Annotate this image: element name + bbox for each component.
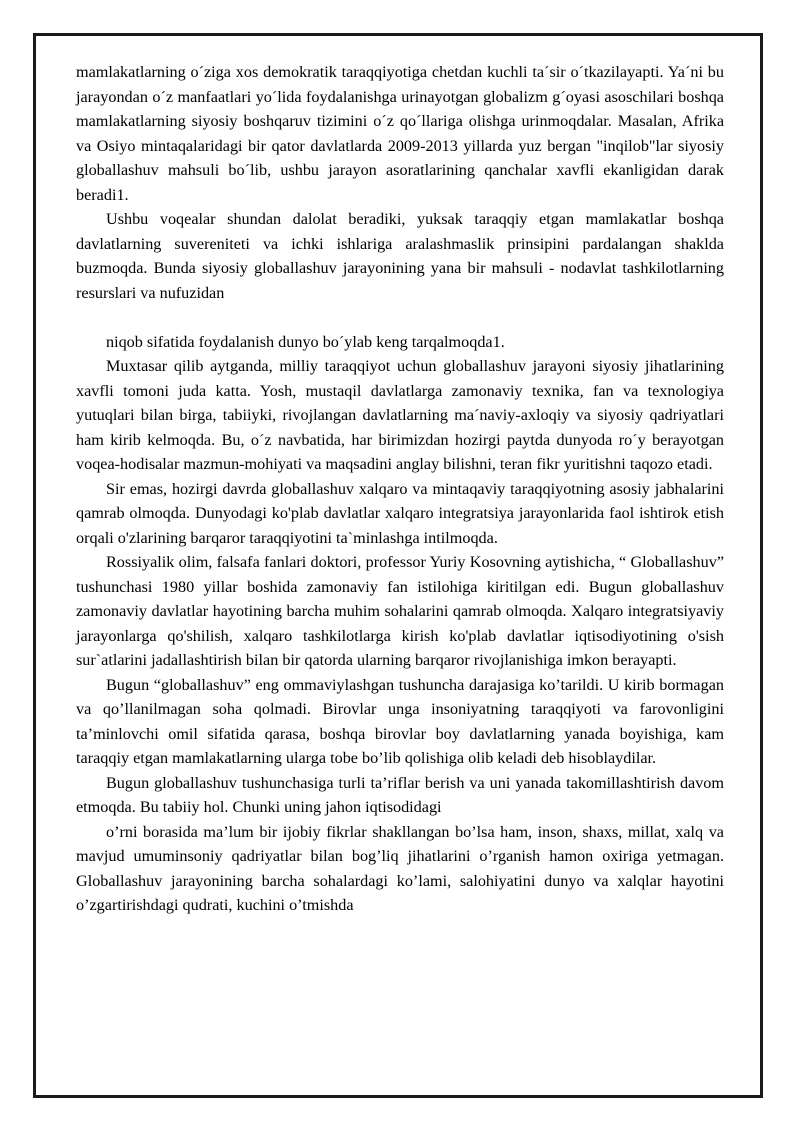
paragraph-8: Bugun globallashuv tushunchasiga turli ta’riflar berish va uni yanada takomillashtirish davom etmoqda. Bu tabiiy hol. Chunki uning jahon iqtisodidagi [76,773,724,816]
paragraph-3: niqob sifatida foydalanish dunyo bo´ylab keng tarqalmoqda1. [106,332,505,351]
paragraph-2: Ushbu voqealar shundan dalolat beradiki, yuksak taraqqiy etgan mamlakatlar boshqa davlatlarning suvereniteti va ichki ishlariga aralashmaslik prinsipini pardalangan shaklda buzmoqda. Bunda siyosiy globallashuv jarayonining yana bir mahsuli - nodavlat tashkilotlarning resurslari va nufuzidan [76,210,724,302]
paragraph-7: Bugun “globallashuv” eng ommaviylashgan tushuncha darajasiga ko’tarildi. U kirib bormagan va qo’llanilmagan soha qolmadi. Birovlar unga insoniyatning taraqqiyoti va farovonligini ta’minlovchi omil sifatida qarasa, boshqa birovlar boy davlatlarning yanada boyishiga, kam taraqqiy etgan mamlakatlarning ularga tobe bo’lib qolishiga olib keladi deb hisoblaydilar. [76,675,724,767]
paragraph-9: o’rni borasida ma’lum bir ijobiy fikrlar shakllangan bo’lsa ham, inson, shaxs, millat, xalq va mavjud umuminsoniy qadriyatlar bilan bog’liq jihatlarini o’rganish hamon oxiriga yetmagan. Globallashuv jarayonining barcha sohalardagi ko’lami, salohiyatini dunyo va xalqlar hayotini o’zgartirishdagi qudrati, kuchini o’tmishda [76,822,724,914]
paragraph-1: mamlakatlarning o´ziga xos demokratik taraqqiyotiga chetdan kuchli ta´sir o´tkazilayapti. Ya´ni bu jarayondan o´z manfaatlari yo´lida foydalanishga urinayotgan globalizm g´oyasi asoschilari boshqa mamlakatlarning siyosiy boshqaruv tizimini o´z qo´llariga olishga urinmoqdalar. Masalan, Afrika va Osiyo mintaqalaridagi bir qator davlatlarda 2009-2013 yillarda yuz bergan "inqilob"lar siyosiy globallashuv mahsuli bo´lib, ushbu jarayon asoratlarining qanchalar xavfli ekanligidan darak beradi1. [76,63,724,204]
paragraph-6: Rossiyalik olim, falsafa fanlari doktori, professor Yuriy Kosovning aytishicha, “ Globallashuv” tushunchasi 1980 yillar boshida zamonaviy fan istilohiga kiritilgan edi. Bugun globallashuv zamonaviy davlatlar hayotining barcha muhim sohalarini qamrab olmoqda. Xalqaro integratsiyaviy jarayonlarga qo'shilish, xalqaro tashkilotlarga kirish ko'plab davlatlar iqtisodiyotining o'sish sur`atlarini jadallashtirish bilan bir qatorda ularning barqaror rivojlanishiga imkon berayapti. [76,553,724,669]
document-body [76,60,724,918]
paragraph-5: Sir emas, hozirgi davrda globallashuv xalqaro va mintaqaviy taraqqiyotning asosiy jabhalarini qamrab olmoqda. Dunyodagi ko'plab davlatlar xalqaro integratsiya jarayonlarida faol ishtirok etish orqali o'zlarining barqaror taraqqiyotini ta`minlashga intilmoqda. [76,479,724,547]
paragraph-4: Muxtasar qilib aytganda, milliy taraqqiyot uchun globallashuv jarayoni siyosiy jihatlarining xavfli tomoni juda katta. Yosh, mustaqil davlatlarga zamonaviy texnika, fan va texnologiya yutuqlari bilan birga, tabiiyki, rivojlangan davlatlarning ma´naviy-axloqiy va siyosiy qadriyatlari ham kirib kelmoqda. Bu, o´z navbatida, har birimizdan hozirgi paytda dunyoda ro´y berayotgan voqea-hodisalar mazmun-mohiyati va maqsadini anglay bilishni, teran fikr yuritishni taqozo etadi. [76,357,724,473]
